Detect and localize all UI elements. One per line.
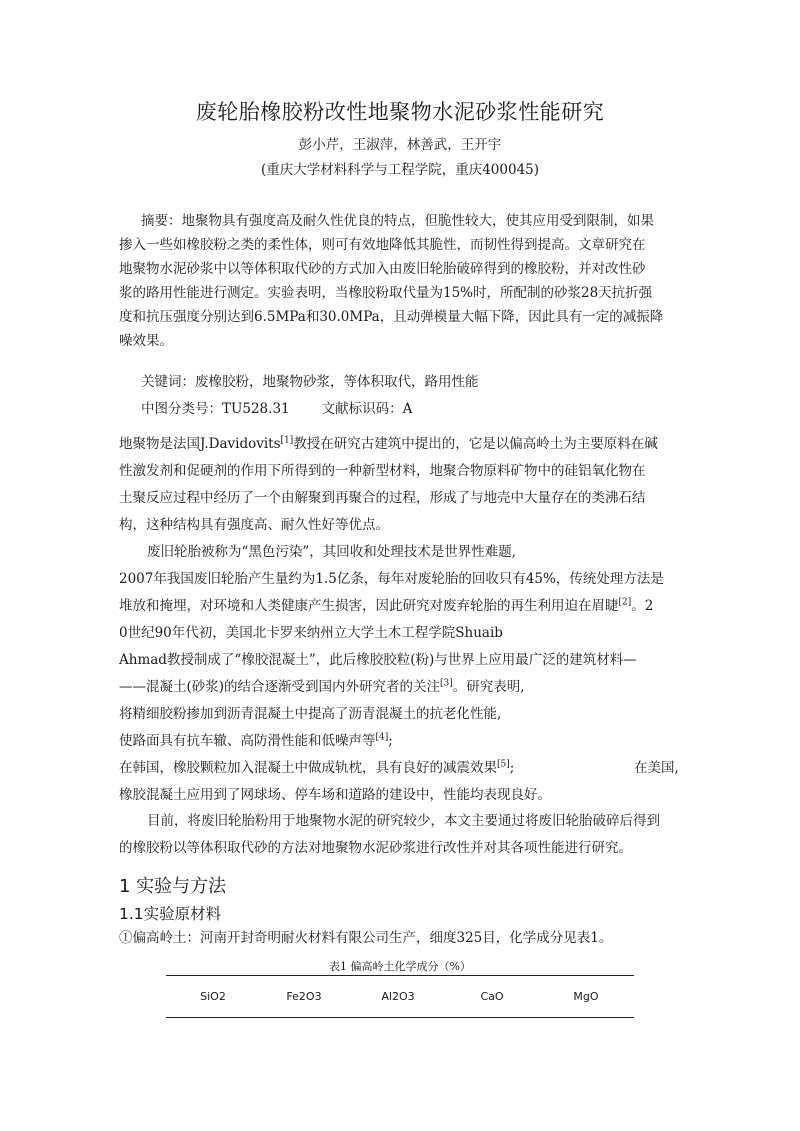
paper-title: 废轮胎橡胶粉改性地聚物水泥砂浆性能研究 [195, 100, 605, 124]
keywords-text: 废橡胶粉，地聚物砂浆，等体积取代，路用性能 [195, 374, 479, 390]
abstract-line-6: 噪效果。 [119, 333, 173, 349]
table-1-caption: 表1 偏高岭土化学成分（%） [329, 960, 471, 973]
intro-text: 。2 [631, 598, 654, 614]
intro-p1-line-2: 性激发剂和促硬剂的作用下所得到的一种新型材料，地聚合物原料矿物中的硅铝氧化物在 [119, 463, 646, 479]
intro-p3-line-1: 目前，将废旧轮胎粉用于地聚物水泥的研究较少，本文主要通过将废旧轮胎破碎后得到 [147, 813, 660, 829]
section-1-heading: 1 实验与方法 [119, 876, 227, 897]
citation: [1] [280, 435, 294, 446]
table-header-sio2: SiO2 [200, 990, 226, 1003]
clc-value: TU528.31 [222, 401, 290, 417]
intro-p1-line-4: 构，这种结构具有强度高、耐久性好等优点。 [119, 517, 389, 533]
intro-p2-line-8 [119, 731, 393, 751]
intro-p2-line-6 [119, 677, 525, 697]
abstract-line-5: 度和抗压强度分别达到6.5MPa和30.0MPa，且动弹模量大幅下降，因此具有一定的减振降 [119, 309, 664, 325]
intro-p2-line-10: 橡胶混凝土应用到了网球场、停车场和道路的建设中，性能均表现良好。 [119, 787, 551, 803]
intro-text: 堆放和掩埋，对环境和人类健康产生损害，因此研究对废弃轮胎的再生利用迫在眉睫 [119, 598, 619, 614]
intro-text: ; [509, 760, 515, 776]
intro-p1-line-1 [119, 434, 658, 454]
abstract-line-3: 地聚物水泥砂浆中以等体积取代砂的方式加入由废旧轮胎破碎得到的橡胶粉，并对改性砂 [119, 261, 646, 277]
abstract-line-2: 掺入一些如橡胶粉之类的柔性体，则可有效地降低其脆性，而韧性得到提高。文章研究在 [119, 237, 646, 253]
affiliation: (重庆大学材料科学与工程学院，重庆400045) [260, 162, 540, 178]
table-top-rule [166, 975, 634, 976]
table-header-cao: CaO [480, 990, 504, 1003]
table-header-mgo: MgO [573, 990, 599, 1003]
material-1-text: ①偏高岭土：河南开封奇明耐火材料有限公司生产，细度325目，化学成分见表1。 [119, 930, 613, 946]
abstract-label: 摘要： [141, 213, 182, 229]
section-1-1-heading: 1.1实验原材料 [119, 905, 222, 923]
table-header-fe2o3: Fe2O3 [286, 990, 322, 1003]
intro-p2-line-5: Ahmad教授制成了“橡胶混凝土”，此后橡胶胶粒(粉)与世界上应用最广泛的建筑材料— [119, 652, 637, 668]
intro-p1-line-3: 土聚反应过程中经历了一个由解聚到再聚合的过程，形成了与地壳中大量存在的类沸石结 [119, 490, 646, 506]
citation: [2] [618, 597, 632, 608]
citation: [5] [497, 759, 510, 770]
abstract-line-1 [141, 211, 654, 231]
intro-text: ; [388, 733, 393, 749]
intro-p3-line-2: 的橡胶粉以等体积取代砂的方法对地聚物水泥砂浆进行改性并对其各项性能进行研究。 [119, 840, 632, 856]
authors: 彭小芹，王淑萍，林善武，王开宇 [298, 137, 502, 153]
intro-p2-line-3 [119, 596, 653, 616]
keywords-line [141, 372, 479, 392]
doc-code-label: 文献标识码： [321, 401, 403, 417]
keywords-label: 关键词： [141, 374, 195, 390]
intro-text: ——混凝土(砂浆)的结合逐渐受到国内外研究者的关注 [119, 679, 441, 695]
intro-text: 使路面具有抗车辙、高防滑性能和低噪声等 [119, 733, 376, 749]
classification-line [141, 399, 412, 419]
table-header-rule [166, 1017, 634, 1018]
intro-p2-line-9-right: 在美国, [634, 760, 679, 776]
doc-code-value: A [402, 401, 413, 417]
citation: [4] [375, 732, 389, 743]
intro-p2-line-2: 2007年我国废旧轮胎产生量约为1.5亿条，每年对废轮胎的回收只有45%，传统处理方法是 [119, 571, 664, 587]
intro-text: 教授在研究古建筑中提出的，它是以偏高岭土为主要原料在碱 [293, 436, 658, 452]
intro-text: 。研究表明, [452, 679, 525, 695]
citation: [3] [440, 678, 453, 689]
intro-p2-line-7: 将精细胶粉掺加到沥青混凝土中提高了沥青混凝土的抗老化性能, [119, 706, 502, 722]
abstract-text: 地聚物具有强度高及耐久性优良的特点，但脆性较大，使其应用受到限制，如果 [181, 213, 654, 229]
clc-label: 中图分类号： [141, 401, 222, 417]
intro-p2-line-9 [119, 758, 514, 778]
abstract-line-4: 浆的路用性能进行测定。实验表明，当橡胶粉取代量为15%时，所配制的砂浆28天抗折强 [119, 285, 653, 301]
table-header-al2o3: Al2O3 [381, 990, 415, 1003]
intro-p2-line-4: 0世纪90年代初，美国北卡罗来纳州立大学土木工程学院Shuaib [119, 625, 503, 641]
intro-text: 在韩国，橡胶颗粒加入混凝土中做成轨枕，具有良好的减震效果 [119, 760, 497, 776]
intro-p2-line-1: 废旧轮胎被称为“黑色污染”，其回收和处理技术是世界性难题, [147, 544, 517, 560]
intro-text: 地聚物是法国J.Davidovits [119, 436, 281, 452]
